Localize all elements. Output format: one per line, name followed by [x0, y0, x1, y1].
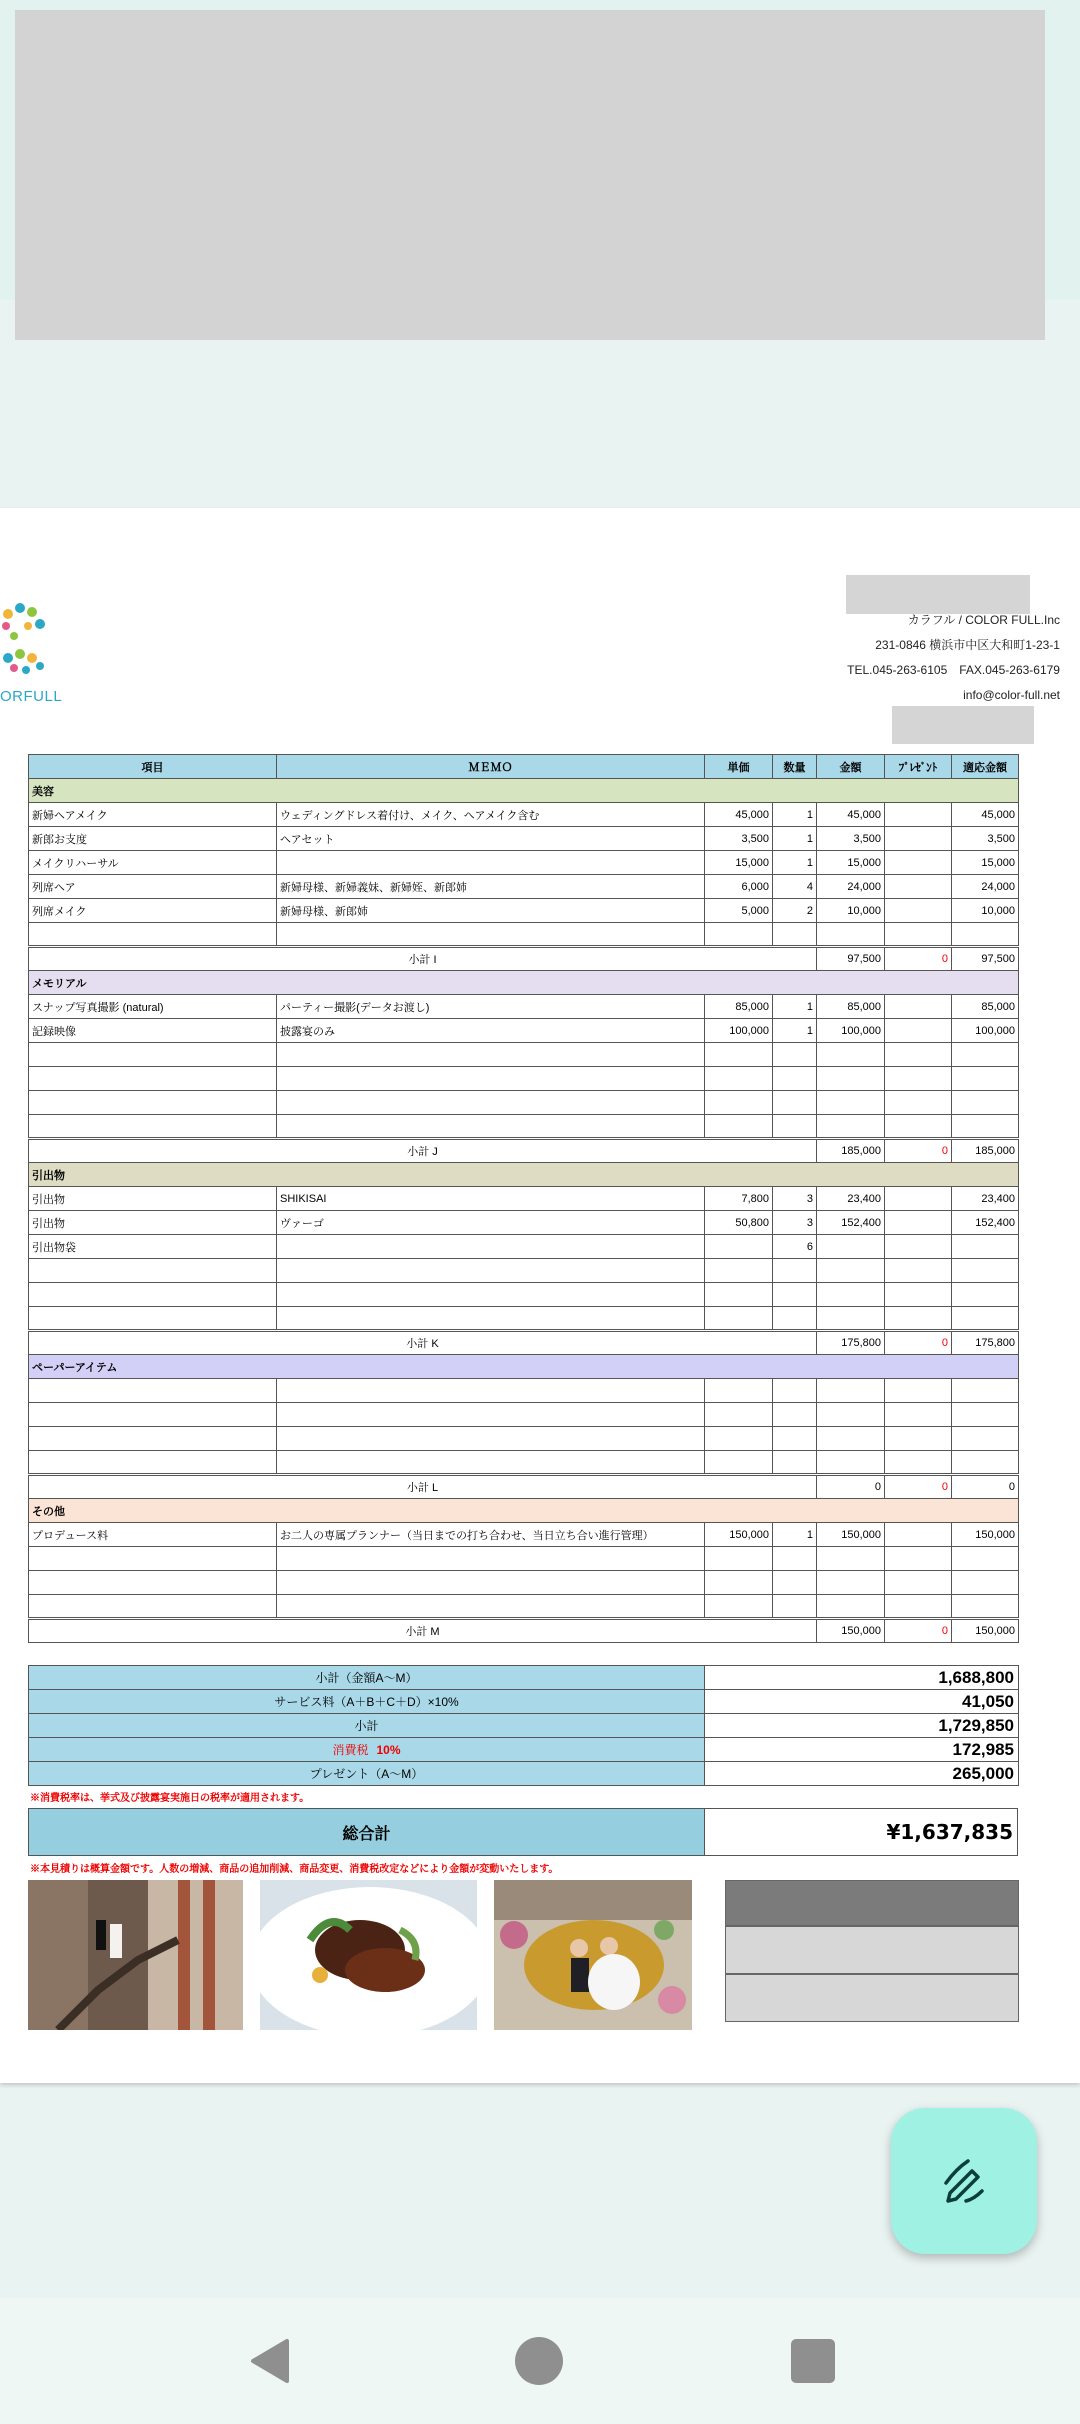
tax-note: ※消費税率は、挙式及び披露宴実施日の税率が適用されます。	[30, 1793, 310, 1804]
table-cell	[277, 1571, 705, 1595]
category-row	[29, 971, 1019, 995]
home-icon[interactable]	[514, 2336, 564, 2386]
recents-icon[interactable]	[788, 2336, 838, 2386]
category-title: メモリアル	[29, 971, 1019, 995]
redacted-area	[15, 10, 1045, 340]
table-cell	[705, 1451, 773, 1475]
table-row	[29, 1043, 1019, 1067]
estimate-note: ※本見積りは概算金額です。人数の増減、商品の追加削減、商品変更、消費税改定などにより金額が変動いたします。	[30, 1864, 559, 1875]
table-cell	[29, 1595, 277, 1619]
table-cell	[817, 1307, 885, 1331]
table-cell: 1	[773, 995, 817, 1019]
table-cell	[773, 1547, 817, 1571]
table-row	[29, 1211, 1019, 1235]
summary-value: 41,050	[705, 1690, 1019, 1714]
table-cell: 50,800	[705, 1211, 773, 1235]
category-row	[29, 1499, 1019, 1523]
table-cell	[952, 1571, 1019, 1595]
table-cell: 23,400	[952, 1187, 1019, 1211]
subtotal-applied: 185,000	[952, 1139, 1019, 1163]
table-cell	[952, 1067, 1019, 1091]
back-icon[interactable]	[245, 2336, 295, 2386]
category-row	[29, 1355, 1019, 1379]
column-header: 適応金額	[952, 755, 1019, 779]
subtotal-present: 0	[885, 1331, 952, 1355]
table-cell	[817, 1067, 885, 1091]
subtotal-row	[29, 947, 1019, 971]
table-cell	[952, 1259, 1019, 1283]
subtotal-present: 0	[885, 947, 952, 971]
table-cell: 24,000	[817, 875, 885, 899]
table-cell: 1	[773, 827, 817, 851]
table-cell: 150,000	[817, 1523, 885, 1547]
photo-dish	[260, 1880, 477, 2030]
table-cell: 7,800	[705, 1187, 773, 1211]
table-cell: 100,000	[952, 1019, 1019, 1043]
company-tel-fax: TEL.045-263-6105 FAX.045-263-6179	[847, 663, 1060, 677]
table-cell: スナップ写真撮影 (natural)	[29, 995, 277, 1019]
subtotal-label: 小計 K	[29, 1331, 817, 1355]
table-cell	[885, 1235, 952, 1259]
subtotal-row	[29, 1619, 1019, 1643]
table-cell	[29, 1547, 277, 1571]
table-row	[29, 1115, 1019, 1139]
summary-label-text: 消費税	[332, 1743, 369, 1757]
table-cell: プロデュース料	[29, 1523, 277, 1547]
table-cell: ヴァーゴ	[277, 1211, 705, 1235]
table-cell	[952, 1427, 1019, 1451]
table-cell	[885, 1379, 952, 1403]
table-cell: 新婦母様、新婦義妹、新婦姪、新郎姉	[277, 875, 705, 899]
table-row	[29, 1187, 1019, 1211]
table-cell	[705, 1235, 773, 1259]
table-cell	[817, 1043, 885, 1067]
table-cell	[277, 1283, 705, 1307]
summary-label	[29, 1738, 705, 1762]
table-cell: 披露宴のみ	[277, 1019, 705, 1043]
summary-row	[29, 1690, 1019, 1714]
table-cell	[885, 1187, 952, 1211]
table-cell	[817, 1283, 885, 1307]
table-cell: 1	[773, 1019, 817, 1043]
table-row	[29, 827, 1019, 851]
table-row	[29, 1403, 1019, 1427]
table-cell	[29, 1571, 277, 1595]
edit-pen-icon	[936, 2153, 992, 2209]
table-cell	[952, 1091, 1019, 1115]
table-cell: SHIKISAI	[277, 1187, 705, 1211]
table-cell	[29, 1379, 277, 1403]
table-cell: ウェディングドレス着付け、メイク、ヘアメイク含む	[277, 803, 705, 827]
subtotal-row	[29, 1331, 1019, 1355]
table-cell: 23,400	[817, 1187, 885, 1211]
table-cell	[29, 1043, 277, 1067]
table-header-row	[29, 755, 1019, 779]
table-cell	[277, 1043, 705, 1067]
table-cell	[952, 1595, 1019, 1619]
table-cell	[277, 1235, 705, 1259]
estimate-table	[28, 754, 1019, 1643]
table-cell: 100,000	[817, 1019, 885, 1043]
subtotal-applied: 0	[952, 1475, 1019, 1499]
summary-value: 1,729,850	[705, 1714, 1019, 1738]
table-cell	[705, 1307, 773, 1331]
table-cell: 10,000	[817, 899, 885, 923]
table-cell	[277, 1595, 705, 1619]
table-cell	[705, 1259, 773, 1283]
table-cell: 100,000	[705, 1019, 773, 1043]
table-cell	[773, 1115, 817, 1139]
table-row	[29, 1451, 1019, 1475]
table-cell	[277, 851, 705, 875]
table-cell	[277, 1403, 705, 1427]
grand-total-row	[28, 1808, 1018, 1856]
subtotal-applied: 150,000	[952, 1619, 1019, 1643]
table-row	[29, 1547, 1019, 1571]
table-cell: 24,000	[952, 875, 1019, 899]
company-email: info@color-full.net	[963, 688, 1060, 702]
table-cell	[885, 923, 952, 947]
table-cell: 45,000	[952, 803, 1019, 827]
subtotal-label: 小計 M	[29, 1619, 817, 1643]
table-cell	[773, 1427, 817, 1451]
summary-row	[29, 1714, 1019, 1738]
table-cell	[817, 1379, 885, 1403]
table-cell	[705, 1115, 773, 1139]
table-cell	[773, 1043, 817, 1067]
table-row	[29, 1067, 1019, 1091]
table-cell: 10,000	[952, 899, 1019, 923]
table-cell	[277, 1307, 705, 1331]
table-cell	[885, 851, 952, 875]
table-cell: 3,500	[705, 827, 773, 851]
table-cell	[705, 1547, 773, 1571]
table-cell	[773, 1595, 817, 1619]
table-cell	[885, 995, 952, 1019]
estimate-page[interactable]	[0, 508, 1080, 2083]
table-cell: 引出物	[29, 1211, 277, 1235]
table-row	[29, 1259, 1019, 1283]
table-cell	[705, 1043, 773, 1067]
summary-label-text: 小計（金額A～M）	[315, 1671, 418, 1685]
summary-label	[29, 1690, 705, 1714]
table-row	[29, 803, 1019, 827]
table-cell	[773, 923, 817, 947]
grand-total-label: 総合計	[29, 1809, 705, 1855]
table-cell	[705, 1067, 773, 1091]
table-cell	[705, 1403, 773, 1427]
table-cell	[29, 1259, 277, 1283]
column-header: ﾌﾟﾚｾﾞﾝﾄ	[885, 755, 952, 779]
tax-rate: 10%	[376, 1743, 401, 1757]
table-cell: 45,000	[705, 803, 773, 827]
logo-text: ORFULL	[0, 688, 63, 705]
table-cell	[885, 1595, 952, 1619]
summary-value: 172,985	[705, 1738, 1019, 1762]
table-cell: 150,000	[705, 1523, 773, 1547]
table-cell: 15,000	[817, 851, 885, 875]
table-cell	[885, 1067, 952, 1091]
table-cell	[885, 1115, 952, 1139]
table-cell	[885, 899, 952, 923]
table-cell: 3	[773, 1211, 817, 1235]
grand-total-value: ¥1,637,835	[886, 1820, 1013, 1844]
table-cell	[773, 1307, 817, 1331]
subtotal-label: 小計 J	[29, 1139, 817, 1163]
table-cell	[29, 1451, 277, 1475]
table-cell	[952, 1307, 1019, 1331]
summary-row	[29, 1738, 1019, 1762]
table-cell	[817, 1091, 885, 1115]
summary-label-text: 小計	[354, 1719, 379, 1733]
subtotal-present: 0	[885, 1139, 952, 1163]
table-row	[29, 1019, 1019, 1043]
table-cell	[277, 1115, 705, 1139]
table-cell	[952, 923, 1019, 947]
table-cell	[817, 923, 885, 947]
column-header: 金額	[817, 755, 885, 779]
category-row	[29, 779, 1019, 803]
category-title: 引出物	[29, 1163, 1019, 1187]
table-cell	[773, 1379, 817, 1403]
category-row	[29, 1163, 1019, 1187]
subtotal-label: 小計 L	[29, 1475, 817, 1499]
table-row	[29, 1427, 1019, 1451]
table-cell: 新婦ヘアメイク	[29, 803, 277, 827]
table-cell	[277, 923, 705, 947]
table-cell	[817, 1451, 885, 1475]
table-cell	[29, 1283, 277, 1307]
subtotal-amount: 97,500	[817, 947, 885, 971]
table-cell	[885, 1307, 952, 1331]
table-cell	[885, 1427, 952, 1451]
table-cell: 3,500	[952, 827, 1019, 851]
table-cell	[952, 1115, 1019, 1139]
table-cell	[885, 1403, 952, 1427]
table-cell: 記録映像	[29, 1019, 277, 1043]
subtotal-label: 小計 I	[29, 947, 817, 971]
summary-label-text: プレゼント（A～M）	[309, 1767, 424, 1781]
table-cell: 列席ヘア	[29, 875, 277, 899]
summary-row	[29, 1666, 1019, 1690]
table-cell	[773, 1067, 817, 1091]
table-cell	[773, 1283, 817, 1307]
table-cell: 150,000	[952, 1523, 1019, 1547]
table-cell	[705, 1091, 773, 1115]
table-cell	[817, 1595, 885, 1619]
table-cell: 4	[773, 875, 817, 899]
table-cell	[885, 1547, 952, 1571]
table-cell: 3	[773, 1187, 817, 1211]
table-cell	[885, 1283, 952, 1307]
table-cell	[885, 1259, 952, 1283]
table-cell: 85,000	[817, 995, 885, 1019]
column-header: 単価	[705, 755, 773, 779]
table-cell	[952, 1451, 1019, 1475]
table-cell	[29, 1427, 277, 1451]
table-cell: 1	[773, 1523, 817, 1547]
table-cell	[885, 1571, 952, 1595]
stamp-box	[725, 1880, 1019, 2022]
table-row	[29, 995, 1019, 1019]
colorfull-logo-icon	[0, 600, 50, 682]
table-cell: 引出物	[29, 1187, 277, 1211]
category-title: 美容	[29, 779, 1019, 803]
table-cell	[885, 1211, 952, 1235]
table-row	[29, 923, 1019, 947]
table-cell: 152,400	[952, 1211, 1019, 1235]
table-cell	[773, 1091, 817, 1115]
table-cell: 3,500	[817, 827, 885, 851]
table-cell	[885, 1091, 952, 1115]
table-cell	[773, 1571, 817, 1595]
summary-label-text: サービス料（A＋B＋C＋D）×10%	[274, 1695, 459, 1709]
table-row	[29, 899, 1019, 923]
table-cell: 15,000	[952, 851, 1019, 875]
table-cell	[773, 1259, 817, 1283]
table-row	[29, 851, 1019, 875]
table-row	[29, 1091, 1019, 1115]
category-title: その他	[29, 1499, 1019, 1523]
table-cell	[29, 1403, 277, 1427]
subtotal-amount: 185,000	[817, 1139, 885, 1163]
table-cell	[277, 1547, 705, 1571]
summary-label	[29, 1714, 705, 1738]
table-cell: 85,000	[705, 995, 773, 1019]
table-cell	[277, 1091, 705, 1115]
table-cell	[773, 1403, 817, 1427]
table-cell: 6	[773, 1235, 817, 1259]
table-cell	[885, 875, 952, 899]
table-cell	[952, 1379, 1019, 1403]
subtotal-present: 0	[885, 1475, 952, 1499]
table-row	[29, 1595, 1019, 1619]
table-cell	[885, 1043, 952, 1067]
table-cell	[817, 1115, 885, 1139]
photo-venue-staircase	[28, 1880, 243, 2030]
table-row	[29, 1307, 1019, 1331]
table-cell: 2	[773, 899, 817, 923]
summary-row	[29, 1762, 1019, 1786]
subtotal-applied: 97,500	[952, 947, 1019, 971]
table-row	[29, 1523, 1019, 1547]
table-cell	[705, 1379, 773, 1403]
table-cell: 列席メイク	[29, 899, 277, 923]
table-cell	[277, 1067, 705, 1091]
table-cell	[817, 1259, 885, 1283]
table-cell	[29, 923, 277, 947]
table-cell	[277, 1259, 705, 1283]
table-row	[29, 875, 1019, 899]
summary-value: 1,688,800	[705, 1666, 1019, 1690]
table-cell	[817, 1403, 885, 1427]
table-row	[29, 1571, 1019, 1595]
table-cell: メイクリハーサル	[29, 851, 277, 875]
subtotal-amount: 150,000	[817, 1619, 885, 1643]
table-cell	[29, 1307, 277, 1331]
table-cell: 85,000	[952, 995, 1019, 1019]
table-cell	[952, 1403, 1019, 1427]
subtotal-present: 0	[885, 1619, 952, 1643]
table-cell: 1	[773, 851, 817, 875]
table-cell	[885, 803, 952, 827]
table-cell	[952, 1547, 1019, 1571]
table-cell	[952, 1283, 1019, 1307]
table-cell	[705, 1427, 773, 1451]
summary-value: 265,000	[705, 1762, 1019, 1786]
table-cell	[885, 1019, 952, 1043]
table-cell: 新婦母様、新郎姉	[277, 899, 705, 923]
table-cell	[29, 1091, 277, 1115]
table-cell	[773, 1451, 817, 1475]
edit-fab-button[interactable]	[891, 2108, 1037, 2254]
table-cell	[705, 1595, 773, 1619]
table-row	[29, 1283, 1019, 1307]
table-cell: 152,400	[817, 1211, 885, 1235]
table-cell	[705, 1571, 773, 1595]
table-cell	[817, 1547, 885, 1571]
table-row	[29, 1235, 1019, 1259]
table-cell	[885, 1523, 952, 1547]
redacted-box	[892, 706, 1034, 744]
column-header: 項目	[29, 755, 277, 779]
table-cell: 1	[773, 803, 817, 827]
table-cell: 45,000	[817, 803, 885, 827]
category-title: ペーパーアイテム	[29, 1355, 1019, 1379]
company-info	[847, 608, 1060, 708]
subtotal-applied: 175,800	[952, 1331, 1019, 1355]
table-cell	[817, 1235, 885, 1259]
subtotal-amount: 175,800	[817, 1331, 885, 1355]
summary-table	[28, 1665, 1019, 1786]
table-cell	[705, 1283, 773, 1307]
subtotal-row	[29, 1139, 1019, 1163]
table-row	[29, 1379, 1019, 1403]
table-cell	[885, 1451, 952, 1475]
table-cell: 引出物袋	[29, 1235, 277, 1259]
table-cell	[952, 1235, 1019, 1259]
table-cell: 5,000	[705, 899, 773, 923]
table-cell	[817, 1571, 885, 1595]
column-header: 数量	[773, 755, 817, 779]
company-name: カラフル / COLOR FULL.Inc	[907, 613, 1060, 627]
table-cell: 新郎お支度	[29, 827, 277, 851]
summary-label	[29, 1762, 705, 1786]
table-cell: お二人の専属プランナー（当日までの打ち合わせ、当日立ち合い進行管理）	[277, 1523, 705, 1547]
table-cell	[705, 923, 773, 947]
table-cell: 15,000	[705, 851, 773, 875]
table-cell	[277, 1451, 705, 1475]
company-address: 231-0846 横浜市中区大和町1-23-1	[875, 638, 1060, 652]
table-cell	[817, 1427, 885, 1451]
table-cell: ヘアセット	[277, 827, 705, 851]
table-cell	[29, 1115, 277, 1139]
photo-couple	[494, 1880, 692, 2030]
table-cell	[29, 1067, 277, 1091]
table-cell: パーティー撮影(データお渡し)	[277, 995, 705, 1019]
table-cell	[885, 827, 952, 851]
subtotal-row	[29, 1475, 1019, 1499]
subtotal-amount: 0	[817, 1475, 885, 1499]
table-cell	[277, 1379, 705, 1403]
table-cell: 6,000	[705, 875, 773, 899]
column-header: ＭＥＭＯ	[277, 755, 705, 779]
table-cell	[952, 1043, 1019, 1067]
summary-label	[29, 1666, 705, 1690]
table-cell	[277, 1427, 705, 1451]
